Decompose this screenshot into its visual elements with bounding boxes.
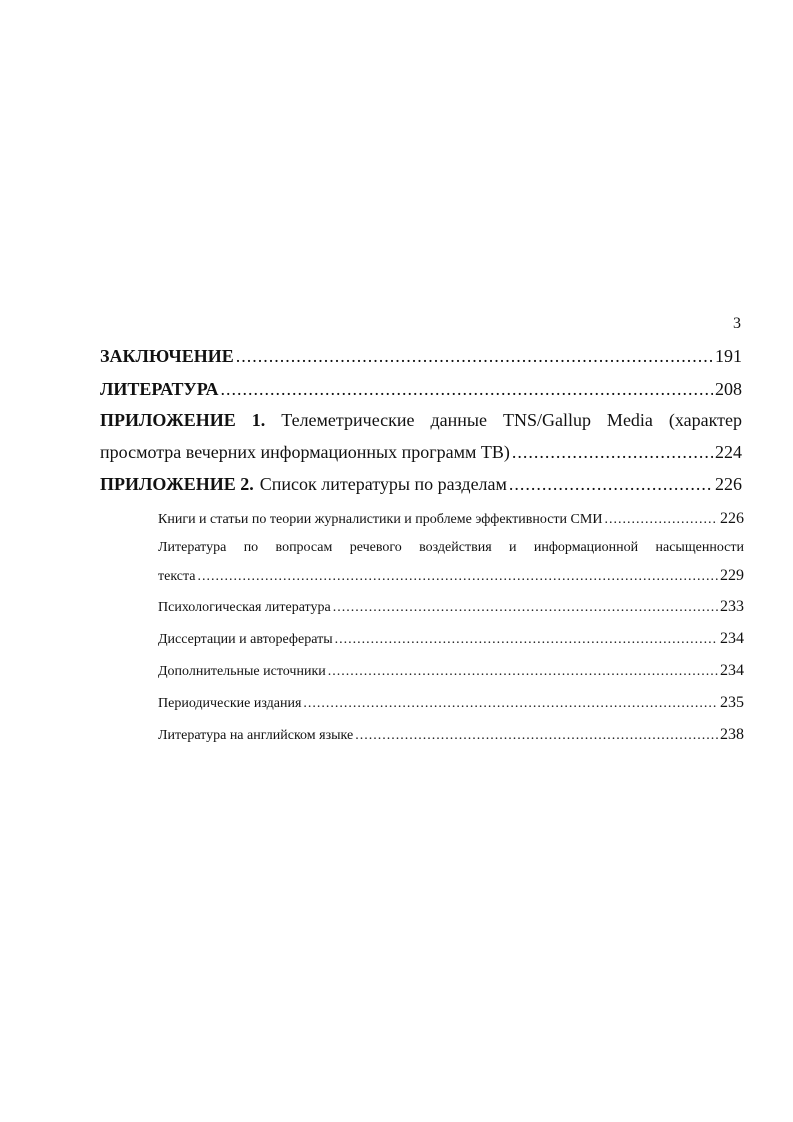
page-number: 3 (733, 315, 741, 332)
toc-entry-conclusion[interactable] (100, 346, 742, 367)
leader-dots (328, 664, 718, 680)
toc-entry-title: ЛИТЕРАТУРА (100, 379, 219, 399)
toc-entry-title: ЗАКЛЮЧЕНИЕ (100, 346, 234, 366)
toc-subentry-title: Периодические издания (158, 696, 302, 711)
leader-dots (198, 569, 718, 585)
toc-entry-appendix1-line1[interactable] (100, 410, 742, 431)
toc-subentry[interactable] (158, 598, 744, 616)
toc-subentry[interactable] (158, 630, 744, 648)
toc-subentry[interactable] (158, 694, 744, 712)
toc-entry-label: ПРИЛОЖЕНИЕ 2. (100, 474, 254, 494)
toc-subentry[interactable] (158, 726, 744, 744)
toc-subentry-title: Литература по вопросам речевого воздействия и информационной насыщенности (158, 540, 744, 555)
toc-subentry-page: 235 (720, 694, 744, 711)
leader-dots (512, 442, 713, 463)
toc-subentry-title: Дополнительные источники (158, 664, 326, 679)
leader-dots (335, 632, 718, 648)
toc-entry-text: просмотра вечерних информационных программ ТВ) (100, 442, 510, 462)
toc-subentry[interactable] (158, 510, 744, 528)
leader-dots (220, 379, 713, 400)
toc-subentry-page: 234 (720, 630, 744, 647)
toc-entry-page: 191 (715, 346, 742, 366)
toc-subentry-line1[interactable] (158, 540, 744, 556)
leader-dots (509, 474, 713, 495)
toc-entry-page: 224 (715, 442, 742, 462)
toc-subentry-title: Книги и статьи по теории журналистики и проблеме эффективности СМИ (158, 512, 603, 527)
toc-subentry-page: 229 (720, 567, 744, 584)
toc-entry-literature[interactable] (100, 379, 742, 400)
toc-entry-page: 208 (715, 379, 742, 399)
toc-entry-appendix2[interactable] (100, 474, 742, 495)
toc-entry-text: Телеметрические данные TNS/Gallup Media (характер (281, 410, 743, 430)
toc-subentry-title: Психологическая литература (158, 600, 331, 615)
toc-subentry-title: Диссертации и авторефераты (158, 632, 333, 647)
toc-subentry-page: 238 (720, 726, 744, 743)
toc-subentry-page: 234 (720, 662, 744, 679)
leader-dots (604, 512, 718, 528)
toc-subentry-title: Литература на английском языке (158, 728, 354, 743)
toc-subentry-page: 233 (720, 598, 744, 615)
leader-dots (333, 600, 718, 616)
toc-entry-label: ПРИЛОЖЕНИЕ 1. (100, 410, 266, 430)
toc-subentry[interactable] (158, 662, 744, 680)
leader-dots (236, 346, 713, 367)
toc-subentry-page: 226 (720, 510, 744, 527)
toc-entry-appendix1-line2[interactable] (100, 442, 742, 463)
toc-subentry-line2[interactable] (158, 567, 744, 585)
leader-dots (355, 728, 718, 744)
toc-entry-text: Список литературы по разделам (259, 474, 507, 494)
leader-dots (303, 696, 718, 712)
toc-entry-page: 226 (715, 474, 742, 494)
toc-subentry-title: текста (158, 569, 196, 584)
